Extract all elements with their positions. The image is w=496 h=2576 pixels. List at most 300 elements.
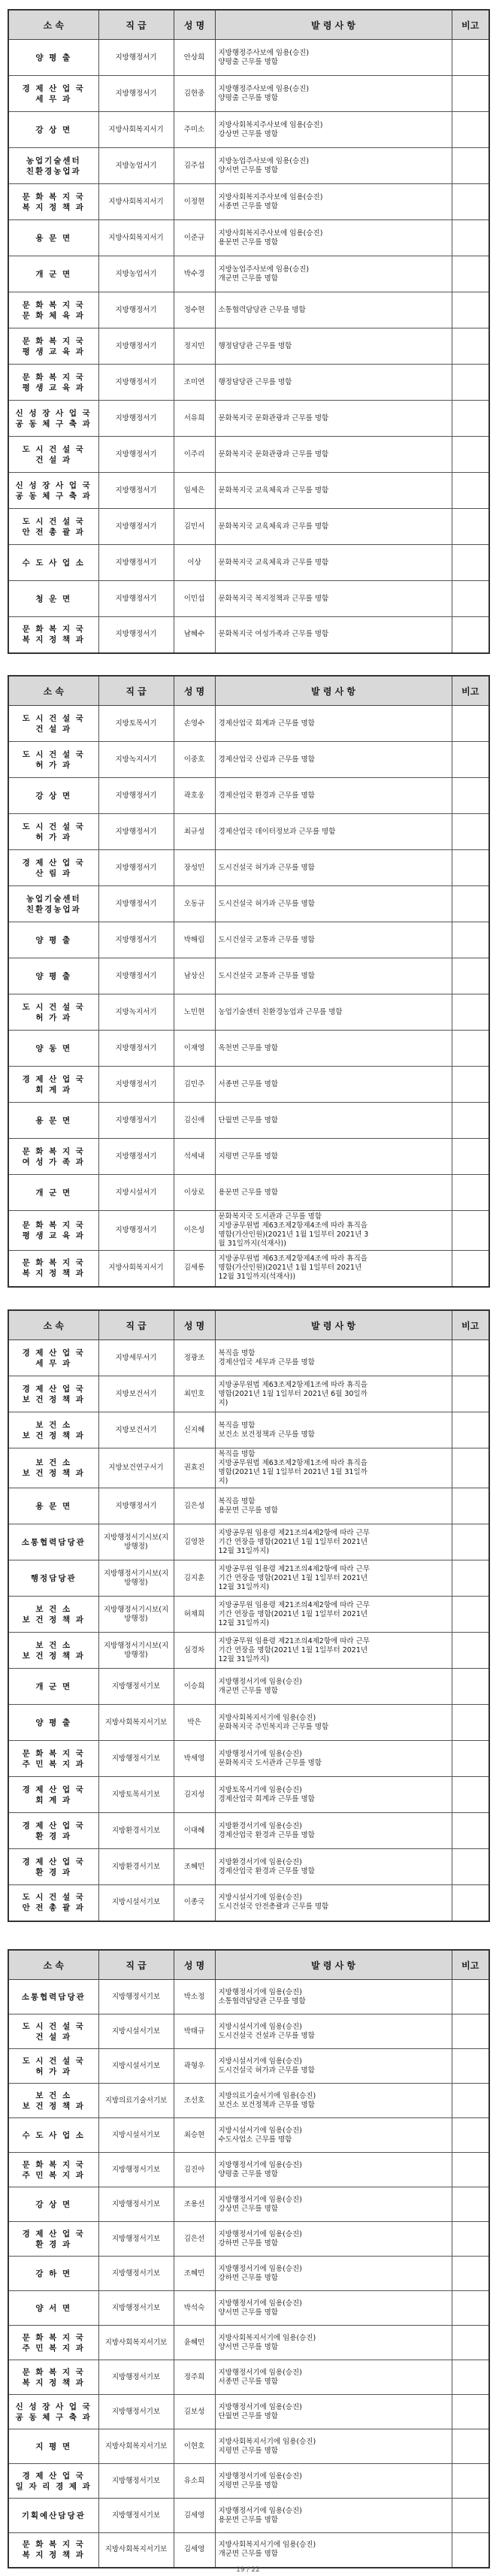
table-row xyxy=(8,437,489,473)
order-cell: 문화복지국 여성가족과 근무를 명함 xyxy=(215,617,452,653)
grade-cell: 지방행정서기 xyxy=(98,1211,174,1251)
note-cell xyxy=(452,814,489,850)
order-cell: 복직을 명함 보건소 보건정책과 근무를 명함 xyxy=(215,1412,452,1448)
note-cell xyxy=(452,1849,489,1885)
order-cell: 지방사회복지서기에 임용(승진) 개군면 근무를 명함 xyxy=(215,2533,452,2568)
grade-cell: 지방사회복지서기 xyxy=(98,1251,174,1287)
table-row xyxy=(8,2360,489,2395)
note-cell xyxy=(452,256,489,292)
name-cell: 김주섭 xyxy=(174,148,215,184)
table-row xyxy=(8,1813,489,1849)
roster-table xyxy=(8,1309,490,1922)
order-cell: 농업기술센터 친환경농업과 근무를 명함 xyxy=(215,994,452,1031)
unit-cell: 양 평 출 xyxy=(8,922,98,958)
unit-cell: 도 시 건 설 국 허 가 과 xyxy=(8,814,98,850)
order-cell: 지방의료기술서기에 임용(승진) 보건소 보건정책과 근무를 명함 xyxy=(215,2084,452,2118)
unit-cell: 경 제 산 업 국 회 계 과 xyxy=(8,1067,98,1103)
order-cell: 지방환경서기에 임용(승진) 경제산업국 환경과 근무를 명함 xyxy=(215,1813,452,1849)
grade-cell: 지방행정서기 xyxy=(98,778,174,814)
name-cell: 주미소 xyxy=(174,112,215,148)
table-row xyxy=(8,1251,489,1287)
header-unit: 소 속 xyxy=(8,10,98,40)
grade-cell: 지방행정서기 xyxy=(98,76,174,112)
table-row xyxy=(8,706,489,742)
unit-cell: 경 제 산 업 국 보 건 정 책 과 xyxy=(8,1376,98,1412)
order-cell: 지방행정주사보에 임용(승진) 양평출 근무를 명함 xyxy=(215,40,452,76)
note-cell xyxy=(452,2187,489,2222)
table-row xyxy=(8,1633,489,1669)
name-cell: 김세영 xyxy=(174,2533,215,2568)
grade-cell: 지방보건서기 xyxy=(98,1412,174,1448)
name-cell: 석세내 xyxy=(174,1139,215,1175)
table-row xyxy=(8,778,489,814)
table-row xyxy=(8,2084,489,2118)
name-cell: 김영찬 xyxy=(174,1524,215,1560)
order-cell: 지방사회복지서기에 임용(승진) 문화복지국 주민복지과 근무를 명함 xyxy=(215,1705,452,1741)
name-cell: 신지혜 xyxy=(174,1412,215,1448)
unit-cell: 개 군 면 xyxy=(8,256,98,292)
note-cell xyxy=(452,958,489,994)
unit-cell: 경 제 산 업 국 일 자 리 경 제 과 xyxy=(8,2464,98,2499)
note-cell xyxy=(452,2153,489,2187)
order-cell: 지방사회복지주사보에 임용(승진) 서종면 근무를 명함 xyxy=(215,184,452,220)
grade-cell: 지방사회복지서기보 xyxy=(98,2326,174,2360)
name-cell: 노민현 xyxy=(174,994,215,1031)
order-cell: 복직을 명함 경제산업국 세무과 근무를 명함 xyxy=(215,1340,452,1376)
unit-cell: 도 시 건 설 국 허 가 과 xyxy=(8,994,98,1031)
order-cell: 지방행정서기에 임용(승진) 단월면 근무를 명함 xyxy=(215,2395,452,2429)
header-order: 발 령 사 항 xyxy=(215,10,452,40)
grade-cell: 지방토목서기 xyxy=(98,706,174,742)
grade-cell: 지방행정서기 xyxy=(98,581,174,617)
order-cell: 경제산업국 산림과 근무를 명함 xyxy=(215,742,452,778)
name-cell: 오동규 xyxy=(174,886,215,922)
order-cell: 지방토목서기에 임용(승진) 경제산업국 회계과 근무를 명함 xyxy=(215,1777,452,1813)
grade-cell: 지방행정서기 xyxy=(98,922,174,958)
table-row xyxy=(8,328,489,365)
grade-cell: 지방보건연구서기 xyxy=(98,1448,174,1488)
grade-cell: 지방농업서기 xyxy=(98,148,174,184)
grade-cell: 지방행정서기시보(지방행정) xyxy=(98,1633,174,1669)
order-cell: 지방행정서기에 임용(승진) 개군면 근무를 명함 xyxy=(215,1669,452,1705)
order-cell: 지방공무원법 제63조제2항제1조에 따라 휴직을 명함(2021년 1월 1일부터 2021년 6월 30일까 지) xyxy=(215,1376,452,1412)
header-unit: 소 속 xyxy=(8,1310,98,1340)
header-unit: 소 속 xyxy=(8,1950,98,1980)
table-header-row xyxy=(8,1310,489,1340)
note-cell xyxy=(452,1211,489,1251)
name-cell: 이승희 xyxy=(174,1669,215,1705)
order-cell: 지방사회복지주사보에 임용(승진) 강상면 근무를 명함 xyxy=(215,112,452,148)
order-cell: 문화복지국 복지정책과 근무를 명함 xyxy=(215,581,452,617)
grade-cell: 지방행정서기 xyxy=(98,850,174,886)
note-cell xyxy=(452,545,489,581)
grade-cell: 지방행정서기 xyxy=(98,40,174,76)
unit-cell: 문 화 복 지 국 주 민 복 지 과 xyxy=(8,1741,98,1777)
order-cell: 문화복지국 교육체육과 근무를 명함 xyxy=(215,545,452,581)
unit-cell: 경 제 산 업 국 환 경 과 xyxy=(8,1849,98,1885)
unit-cell: 양 동 면 xyxy=(8,1031,98,1067)
roster-page-4 xyxy=(8,1949,488,2568)
note-cell xyxy=(452,1705,489,1741)
unit-cell: 양 평 출 xyxy=(8,958,98,994)
unit-cell: 문 화 복 지 국 여 성 가 족 과 xyxy=(8,1139,98,1175)
order-cell: 지방사회복지서기에 임용(승진) 지평면 근무를 명함 xyxy=(215,2429,452,2464)
order-cell: 행정담당관 근무를 명함 xyxy=(215,328,452,365)
unit-cell: 도 시 건 설 국 건 설 과 xyxy=(8,437,98,473)
order-cell: 지방시설서기에 임용(승진) 도시건설국 허가과 근무를 명함 xyxy=(215,2049,452,2084)
unit-cell: 농업기술센터 친환경농업과 xyxy=(8,886,98,922)
note-cell xyxy=(452,1777,489,1813)
table-row xyxy=(8,581,489,617)
note-cell xyxy=(452,1597,489,1633)
table-row xyxy=(8,184,489,220)
table-row xyxy=(8,814,489,850)
note-cell xyxy=(452,1633,489,1669)
name-cell: 박은 xyxy=(174,1705,215,1741)
name-cell: 손영수 xyxy=(174,706,215,742)
note-cell xyxy=(452,2533,489,2568)
unit-cell: 수 도 사 업 소 xyxy=(8,545,98,581)
order-cell: 지방행정서기에 임용(승진) 소통협력담당관 근무를 명함 xyxy=(215,1980,452,2014)
grade-cell: 지방행정서기시보(지방행정) xyxy=(98,1597,174,1633)
grade-cell: 지방행정서기보 xyxy=(98,2153,174,2187)
unit-cell: 신 성 장 사 업 국 공 동 체 구 축 과 xyxy=(8,473,98,509)
table-row xyxy=(8,2187,489,2222)
grade-cell: 지방행정서기 xyxy=(98,886,174,922)
unit-cell: 양 서 면 xyxy=(8,2291,98,2326)
name-cell: 김보성 xyxy=(174,2395,215,2429)
order-cell: 도시건설국 교통과 근무를 명함 xyxy=(215,958,452,994)
header-order: 발 령 사 항 xyxy=(215,1950,452,1980)
table-row xyxy=(8,1524,489,1560)
table-row xyxy=(8,1211,489,1251)
grade-cell: 지방행정서기 xyxy=(98,1067,174,1103)
grade-cell: 지방환경서기보 xyxy=(98,1849,174,1885)
unit-cell: 도 시 건 설 국 안 전 총 괄 과 xyxy=(8,1885,98,1921)
name-cell: 정수현 xyxy=(174,292,215,328)
name-cell: 곽호웅 xyxy=(174,778,215,814)
name-cell: 이재영 xyxy=(174,1031,215,1067)
note-cell xyxy=(452,1813,489,1849)
note-cell xyxy=(452,1448,489,1488)
order-cell: 소통협력담당관 근무를 명함 xyxy=(215,292,452,328)
table-row xyxy=(8,256,489,292)
table-row xyxy=(8,2049,489,2084)
name-cell: 곽형우 xyxy=(174,2049,215,2084)
order-cell: 복직을 명함 용문면 근무를 명함 xyxy=(215,1488,452,1524)
note-cell xyxy=(452,112,489,148)
header-note: 비고 xyxy=(452,10,489,40)
note-cell xyxy=(452,1488,489,1524)
grade-cell: 지방행정서기 xyxy=(98,365,174,401)
note-cell xyxy=(452,2257,489,2291)
unit-cell: 신 성 장 사 업 국 공 동 체 구 축 과 xyxy=(8,401,98,437)
unit-cell: 보 건 소 보 건 정 책 과 xyxy=(8,1412,98,1448)
order-cell: 지방사회복지주사보에 임용(승진) 용문면 근무를 명함 xyxy=(215,220,452,256)
name-cell: 박석숙 xyxy=(174,2291,215,2326)
order-cell: 지방공무원 임용령 제21조의4제2항에 따라 근무 기간 연장을 명함(2021년 1월 1일부터 2021년 12월 31일까지) xyxy=(215,1560,452,1597)
grade-cell: 지방행정서기 xyxy=(98,1031,174,1067)
name-cell: 김은성 xyxy=(174,1488,215,1524)
header-unit: 소 속 xyxy=(8,676,98,706)
name-cell: 김진아 xyxy=(174,2153,215,2187)
unit-cell: 청 운 면 xyxy=(8,581,98,617)
name-cell: 김민주 xyxy=(174,1067,215,1103)
grade-cell: 지방행정서기 xyxy=(98,545,174,581)
table-row xyxy=(8,1885,489,1921)
table-row xyxy=(8,2222,489,2257)
order-cell: 복직을 명함 지방공무원법 제63조제2항제1조에 따라 휴직을 명함(2021년 1월 1일부터 2021년 1월 31일까 지) xyxy=(215,1448,452,1488)
table-row xyxy=(8,292,489,328)
note-cell xyxy=(452,437,489,473)
name-cell: 조용선 xyxy=(174,2187,215,2222)
note-cell xyxy=(452,1524,489,1560)
grade-cell: 지방행정서기 xyxy=(98,814,174,850)
grade-cell: 지방행정서기 xyxy=(98,328,174,365)
name-cell: 임세은 xyxy=(174,473,215,509)
order-cell: 지방환경서기에 임용(승진) 경제산업국 환경과 근무를 명함 xyxy=(215,1849,452,1885)
unit-cell: 양 평 출 xyxy=(8,40,98,76)
header-order: 발 령 사 항 xyxy=(215,676,452,706)
grade-cell: 지방행정서기 xyxy=(98,1103,174,1139)
note-cell xyxy=(452,2499,489,2533)
note-cell xyxy=(452,742,489,778)
grade-cell: 지방사회복지서기보 xyxy=(98,2533,174,2568)
table-row xyxy=(8,958,489,994)
grade-cell: 지방행정서기보 xyxy=(98,2187,174,2222)
name-cell: 안상희 xyxy=(174,40,215,76)
table-row xyxy=(8,1705,489,1741)
table-row xyxy=(8,1376,489,1412)
roster-page-2 xyxy=(8,675,488,1288)
note-cell xyxy=(452,2360,489,2395)
note-cell xyxy=(452,1412,489,1448)
unit-cell: 경 제 산 업 국 환 경 과 xyxy=(8,1813,98,1849)
unit-cell: 개 군 면 xyxy=(8,1175,98,1211)
grade-cell: 지방행정서기 xyxy=(98,473,174,509)
note-cell xyxy=(452,1031,489,1067)
order-cell: 행정담당관 근무를 명함 xyxy=(215,365,452,401)
name-cell: 이중호 xyxy=(174,742,215,778)
grade-cell: 지방행정서기보 xyxy=(98,2395,174,2429)
note-cell xyxy=(452,2014,489,2049)
grade-cell: 지방시설서기보 xyxy=(98,1885,174,1921)
note-cell xyxy=(452,2084,489,2118)
header-name: 성 명 xyxy=(174,1950,215,1980)
note-cell xyxy=(452,1340,489,1376)
unit-cell: 문 화 복 지 국 복 지 정 책 과 xyxy=(8,1251,98,1287)
table-row xyxy=(8,2429,489,2464)
table-row xyxy=(8,1560,489,1597)
note-cell xyxy=(452,1560,489,1597)
name-cell: 이상 xyxy=(174,545,215,581)
order-cell: 경제산업국 환경과 근무를 명함 xyxy=(215,778,452,814)
grade-cell: 지방사회복지서기보 xyxy=(98,2429,174,2464)
name-cell: 김지훈 xyxy=(174,1560,215,1597)
table-row xyxy=(8,2464,489,2499)
grade-cell: 지방행정서기 xyxy=(98,509,174,545)
note-cell xyxy=(452,1175,489,1211)
roster-page-1 xyxy=(8,9,488,654)
name-cell: 남혜수 xyxy=(174,617,215,653)
note-cell xyxy=(452,220,489,256)
order-cell: 도시건설국 허가과 근무를 명함 xyxy=(215,850,452,886)
grade-cell: 지방행정서기 xyxy=(98,292,174,328)
name-cell: 허채희 xyxy=(174,1597,215,1633)
name-cell: 조혜민 xyxy=(174,2257,215,2291)
header-grade: 직 급 xyxy=(98,10,174,40)
table-row xyxy=(8,1139,489,1175)
note-cell xyxy=(452,365,489,401)
grade-cell: 지방녹지서기 xyxy=(98,742,174,778)
note-cell xyxy=(452,1251,489,1287)
note-cell xyxy=(452,2326,489,2360)
grade-cell: 지방시설서기보 xyxy=(98,2118,174,2153)
note-cell xyxy=(452,1885,489,1921)
grade-cell: 지방행정서기보 xyxy=(98,2257,174,2291)
name-cell: 이상로 xyxy=(174,1175,215,1211)
unit-cell: 용 문 면 xyxy=(8,220,98,256)
order-cell: 지방행정서기에 임용(승진) 서종면 근무를 명함 xyxy=(215,2360,452,2395)
unit-cell: 보 건 소 보 건 정 책 과 xyxy=(8,1597,98,1633)
note-cell xyxy=(452,1980,489,2014)
note-cell xyxy=(452,778,489,814)
name-cell: 최규성 xyxy=(174,814,215,850)
name-cell: 김민서 xyxy=(174,509,215,545)
note-cell xyxy=(452,1376,489,1412)
unit-cell: 경 제 산 업 국 회 계 과 xyxy=(8,1777,98,1813)
table-row xyxy=(8,742,489,778)
name-cell: 유소희 xyxy=(174,2464,215,2499)
roster-page-3 xyxy=(8,1309,488,1922)
order-cell: 지방공무원 임용령 제21조의4제2항에 따라 근무 기간 연장을 명함(2021년 1월 1일부터 2021년 12월 31일까지) xyxy=(215,1633,452,1669)
table-row xyxy=(8,2395,489,2429)
order-cell: 지방시설서기에 임용(승진) 도시건설국 안전총괄과 근무를 명함 xyxy=(215,1885,452,1921)
table-row xyxy=(8,2326,489,2360)
unit-cell: 문 화 복 지 국 주 민 복 지 과 xyxy=(8,2326,98,2360)
grade-cell: 지방행정서기 xyxy=(98,437,174,473)
order-cell: 지방시설서기에 임용(승진) 도시건설국 건설과 근무를 명함 xyxy=(215,2014,452,2049)
grade-cell: 지방행정서기보 xyxy=(98,1741,174,1777)
order-cell: 문화복지국 문화관광과 근무를 명함 xyxy=(215,437,452,473)
unit-cell: 도 시 건 설 국 안 전 총 괄 과 xyxy=(8,509,98,545)
name-cell: 박세영 xyxy=(174,1741,215,1777)
note-cell xyxy=(452,1139,489,1175)
order-cell: 지방행정서기에 임용(승진) 양서면 근무를 명함 xyxy=(215,2291,452,2326)
table-row xyxy=(8,1031,489,1067)
name-cell: 이현호 xyxy=(174,2429,215,2464)
table-row xyxy=(8,886,489,922)
note-cell xyxy=(452,148,489,184)
order-cell: 지방공무원 임용령 제21조의4제2항에 따라 근무 기간 연장을 명함(2021년 1월 1일부터 2021년 12월 31일까지) xyxy=(215,1597,452,1633)
table-row xyxy=(8,850,489,886)
table-row xyxy=(8,2533,489,2568)
table-row xyxy=(8,1175,489,1211)
name-cell: 박소정 xyxy=(174,1980,215,2014)
order-cell: 지방사회복지서기에 임용(승진) 양서면 근무를 명함 xyxy=(215,2326,452,2360)
order-cell: 지방농업주사보에 임용(승진) 개군면 근무를 명함 xyxy=(215,256,452,292)
grade-cell: 지방환경서기보 xyxy=(98,1813,174,1849)
grade-cell: 지방행정서기보 xyxy=(98,2360,174,2395)
name-cell: 이주리 xyxy=(174,437,215,473)
table-row xyxy=(8,1777,489,1813)
table-row xyxy=(8,617,489,653)
table-row xyxy=(8,2153,489,2187)
table-row xyxy=(8,401,489,437)
name-cell: 조미연 xyxy=(174,365,215,401)
grade-cell: 지방시설서기 xyxy=(98,1175,174,1211)
name-cell: 이준규 xyxy=(174,220,215,256)
table-row xyxy=(8,1597,489,1633)
unit-cell: 양 평 출 xyxy=(8,1705,98,1741)
grade-cell: 지방행정서기 xyxy=(98,958,174,994)
unit-cell: 지 평 면 xyxy=(8,2429,98,2464)
grade-cell: 지방행정서기보 xyxy=(98,2499,174,2533)
table-row xyxy=(8,2257,489,2291)
name-cell: 심경차 xyxy=(174,1633,215,1669)
name-cell: 김현중 xyxy=(174,76,215,112)
header-note: 비고 xyxy=(452,1310,489,1340)
grade-cell: 지방세무서기 xyxy=(98,1340,174,1376)
table-row xyxy=(8,1067,489,1103)
order-cell: 문화복지국 도서관과 근무를 명함 지방공무원법 제63조제2항제4조에 따라 휴직을 명함(가산인원)(2021년 1월 1일부터 2021년 3 월 31일까지(석재사)) xyxy=(215,1211,452,1251)
unit-cell: 문 화 복 지 국 복 지 정 책 과 xyxy=(8,184,98,220)
table-row xyxy=(8,994,489,1031)
grade-cell: 지방행정서기보 xyxy=(98,1980,174,2014)
name-cell: 이민섭 xyxy=(174,581,215,617)
page-number: 19 / 22 xyxy=(236,2566,260,2574)
table-row xyxy=(8,545,489,581)
roster-table xyxy=(8,1949,490,2568)
name-cell: 권효진 xyxy=(174,1448,215,1488)
grade-cell: 지방행정서기 xyxy=(98,401,174,437)
name-cell: 김신애 xyxy=(174,1103,215,1139)
name-cell: 조선호 xyxy=(174,2084,215,2118)
order-cell: 지방행정서기에 임용(승진) 양평출 근무를 명함 xyxy=(215,2153,452,2187)
table-row xyxy=(8,2014,489,2049)
order-cell: 지방행정서기에 임용(승진) 문화복지국 도서관과 근무를 명함 xyxy=(215,1741,452,1777)
name-cell: 박수경 xyxy=(174,256,215,292)
order-cell: 지방행정서기에 임용(승진) 강하면 근무를 명함 xyxy=(215,2222,452,2257)
name-cell: 김은선 xyxy=(174,2222,215,2257)
grade-cell: 지방시설서기보 xyxy=(98,2049,174,2084)
unit-cell: 신 성 장 사 업 국 공 동 체 구 축 과 xyxy=(8,2395,98,2429)
order-cell: 문화복지국 교육체육과 근무를 명함 xyxy=(215,509,452,545)
note-cell xyxy=(452,184,489,220)
name-cell: 이은성 xyxy=(174,1211,215,1251)
name-cell: 박태규 xyxy=(174,2014,215,2049)
name-cell: 이대혜 xyxy=(174,1813,215,1849)
table-row xyxy=(8,1741,489,1777)
table-row xyxy=(8,2291,489,2326)
name-cell: 박해림 xyxy=(174,922,215,958)
table-row xyxy=(8,1340,489,1376)
name-cell: 남상신 xyxy=(174,958,215,994)
roster-table xyxy=(8,675,490,1288)
unit-cell: 도 시 건 설 국 허 가 과 xyxy=(8,742,98,778)
unit-cell: 강 상 면 xyxy=(8,2187,98,2222)
table-row xyxy=(8,1488,489,1524)
table-row xyxy=(8,1980,489,2014)
grade-cell: 지방행정서기보 xyxy=(98,2464,174,2499)
order-cell: 지방공무원법 제63조제2항제4조에 따라 휴직을 명함(가산인원)(2021년 1월 1일부터 2021년 12월 31일까지(석재사)) xyxy=(215,1251,452,1287)
order-cell: 경제산업국 회계과 근무를 명함 xyxy=(215,706,452,742)
unit-cell: 문 화 복 지 국 주 민 복 지 과 xyxy=(8,2153,98,2187)
grade-cell: 지방시설서기보 xyxy=(98,2014,174,2049)
table-row xyxy=(8,922,489,958)
note-cell xyxy=(452,994,489,1031)
note-cell xyxy=(452,1067,489,1103)
